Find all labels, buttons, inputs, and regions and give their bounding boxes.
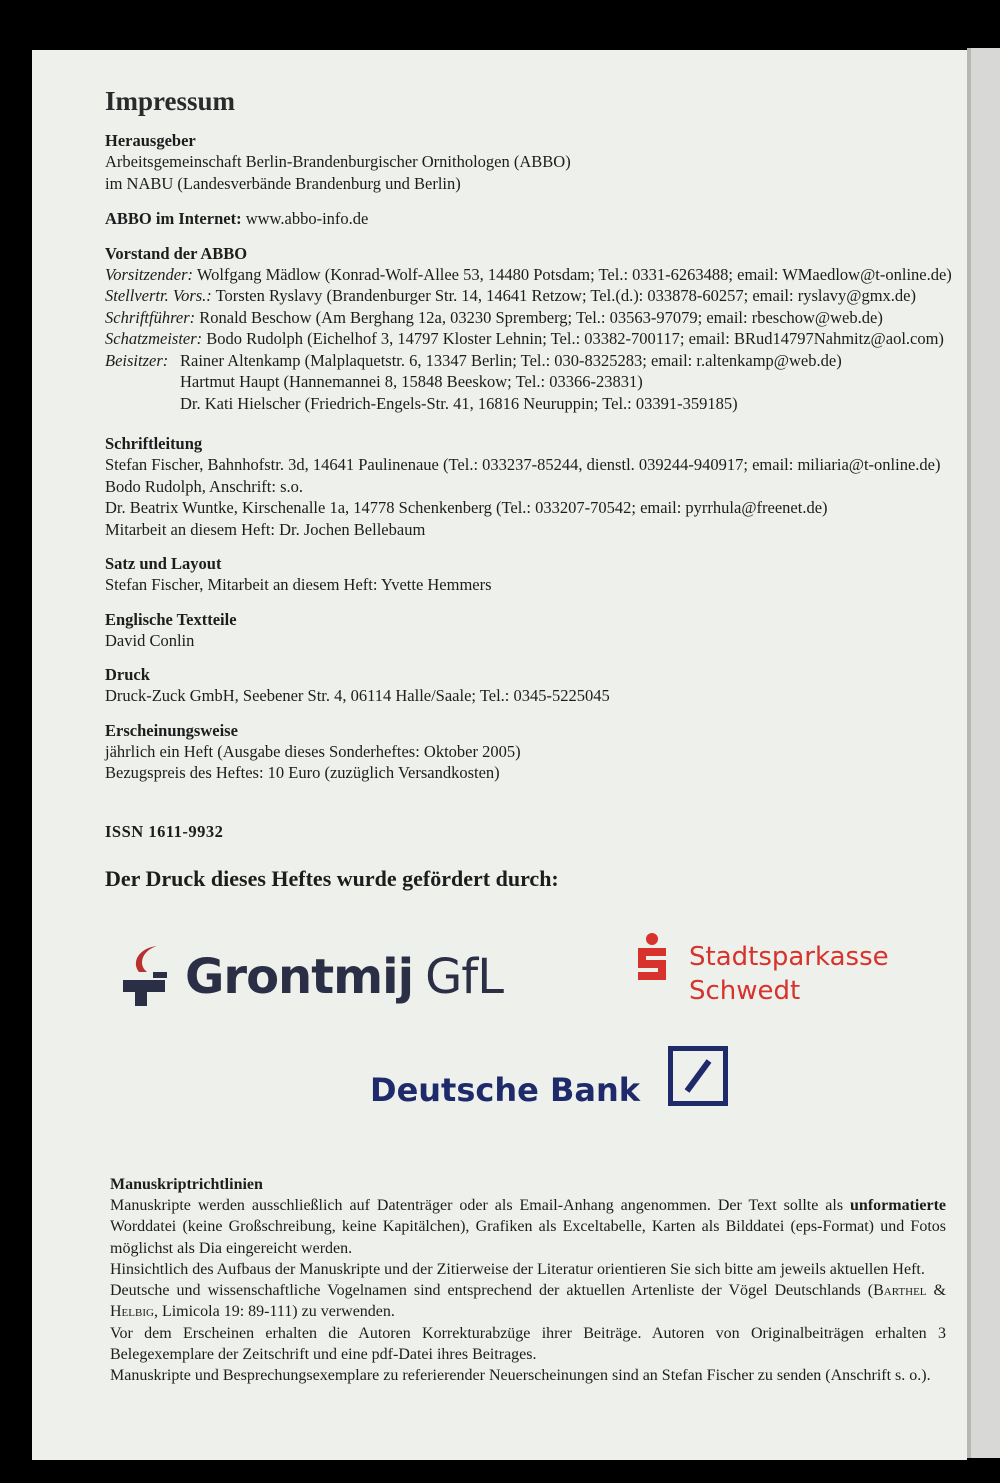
sparkasse-name	[689, 940, 889, 1008]
grontmij-emblem-icon	[117, 942, 175, 1012]
manuskript-paragraph: Manuskripte und Besprechungsexemplare zu referierender Neuerscheinungen sind an Stefan Fischer zu senden (Anschrift s. o.).	[110, 1367, 931, 1385]
herausgeber-line: im NABU (Landesverbände Brandenburg und Berlin)	[105, 173, 461, 193]
page-title: Impressum	[105, 86, 236, 116]
herausgeber-heading: Herausgeber	[105, 131, 196, 150]
manuskript-paragraph: Hinsichtlich des Aufbaus der Manuskripte und der Zitierweise der Literatur orientieren Sie sich bitte am jeweils aktuellen Heft.	[110, 1260, 925, 1278]
vorstand-row	[105, 328, 955, 350]
vorstand-section	[105, 244, 955, 415]
author-name: Helbig	[110, 1303, 154, 1321]
sparkasse-logo	[635, 932, 889, 1008]
deutsche-bank-wordmark: Deutsche Bank	[370, 1070, 641, 1109]
erscheinung-line: jährlich ein Heft (Ausgabe dieses Sonderheftes: Oktober 2005)	[105, 741, 521, 761]
manuskript-text: , Limicola 19: 89-111) zu verwenden.	[153, 1303, 395, 1321]
manuskript-text: Manuskripte werden ausschließlich auf Datenträger oder als Email-Anhang angenommen. Der Text sollte als	[110, 1197, 851, 1214]
role-label: Schatzmeister:	[105, 329, 203, 348]
issn: ISSN 1611-9932	[105, 821, 224, 841]
vorstand-row	[105, 307, 955, 329]
sparkasse-icon	[635, 932, 669, 984]
impressum	[105, 86, 955, 1122]
beisitzer-line: Dr. Kati Hielscher (Friedrich-Engels-Str. 41, 16816 Neuruppin; Tel.: 03391-359185)	[180, 393, 738, 413]
internet-link[interactable]: www.abbo-info.de	[241, 209, 369, 228]
page	[32, 50, 967, 1460]
page-edge-shadow	[967, 48, 971, 1458]
sparkasse-line1: Stadtsparkasse	[689, 941, 889, 972]
satz-heading: Satz und Layout	[105, 554, 222, 573]
schriftleitung-heading: Schriftleitung	[105, 434, 203, 453]
role-label: Schriftführer:	[105, 307, 196, 327]
beisitzer-line: Hartmut Haupt (Hannemannei 8, 15848 Beeskow; Tel.: 03366-23831)	[180, 372, 643, 391]
role-label: Beisitzer:	[105, 350, 169, 370]
satz-line: Stefan Fischer, Mitarbeit an diesem Heft: Yvette Hemmers	[105, 575, 492, 594]
author-name: Barthel	[873, 1282, 927, 1300]
role-label: Vorsitzender:	[105, 264, 193, 284]
role-text: Ronald Beschow (Am Berghang 12a, 03230 Spremberg; Tel.: 03563-97079; email: rbeschow@web.de)	[195, 307, 883, 327]
deutsche-bank-logo	[370, 1060, 728, 1120]
vorstand-row	[105, 350, 955, 372]
englisch-section	[105, 610, 955, 652]
manuskript-text: Deutsche und wissenschaftliche Vogelnamen sind entsprechend der aktuellen Artenliste der Vögel Deutschlands (	[110, 1282, 874, 1300]
herausgeber-section	[105, 131, 955, 194]
manuskript-emphasis: unformatierte	[850, 1197, 946, 1214]
role-text: Torsten Ryslavy (Brandenburger Str. 14, 14641 Retzow; Tel.(d.): 033878-60257; email: ryslavy@gmx.de)	[211, 286, 917, 305]
sponsor-logos	[105, 892, 955, 1122]
role-text: Wolfgang Mädlow (Konrad-Wolf-Allee 53, 14480 Potsdam; Tel.: 0331-6263488; email: WMaedlow@t-online.de)	[193, 264, 952, 284]
erscheinung-heading: Erscheinungsweise	[105, 720, 238, 740]
sponsor-heading: Der Druck dieses Heftes wurde gefördert durch:	[105, 865, 559, 891]
druck-line: Druck-Zuck GmbH, Seebener Str. 4, 06114 Halle/Saale; Tel.: 0345-5225045	[105, 686, 610, 705]
erscheinung-line: Bezugspreis des Heftes: 10 Euro (zuzüglich Versandkosten)	[105, 763, 500, 782]
role-text: Bodo Rudolph (Eichelhof 3, 14797 Kloster Lehnin; Tel.: 03382-700117; email: BRud14797Nahmitz@aol.com)	[202, 329, 944, 348]
grontmij-wordmark: Grontmij	[185, 948, 414, 1005]
manuskript-text: Worddatei (keine Großschreibung, keine Kapitälchen), Grafiken als Exceltabelle, Karten als Bilddatei (eps-Format) und Fotos möglichst als Dia eingereicht werden.	[110, 1218, 946, 1257]
internet-label: ABBO im Internet:	[105, 209, 242, 228]
schriftleitung-line: Mitarbeit an diesem Heft: Dr. Jochen Bellebaum	[105, 519, 426, 539]
englisch-line: David Conlin	[105, 630, 195, 650]
herausgeber-line: Arbeitsgemeinschaft Berlin-Brandenburgischer Ornithologen (ABBO)	[105, 152, 571, 171]
manuskript-paragraph: Vor dem Erscheinen erhalten die Autoren Korrekturabzüge ihrer Beiträge. Autoren von Originalbeiträgen erhalten 3 Belegexemplare der Zeitschrift und eine pdf-Datei ihres Beitrages.	[110, 1324, 946, 1364]
adjacent-page-edge	[967, 48, 1000, 1458]
erscheinung-section	[105, 721, 955, 784]
vorstand-heading: Vorstand der ABBO	[105, 243, 248, 263]
manuskript-paragraph	[110, 1195, 946, 1259]
deutsche-bank-slash-icon	[668, 1046, 728, 1106]
grontmij-logo	[117, 942, 503, 1012]
manuskript-paragraph	[110, 1280, 946, 1323]
vorstand-row	[105, 285, 955, 307]
englisch-heading: Englische Textteile	[105, 609, 237, 629]
manuskript-section	[110, 1175, 946, 1387]
role-text: Rainer Altenkamp (Malplaquetstr. 6, 13347 Berlin; Tel.: 030-8325283; email: r.altenkamp@web.de)	[180, 350, 842, 370]
schriftleitung-line: Dr. Beatrix Wuntke, Kirschenalle 1a, 14778 Schenkenberg (Tel.: 033207-70542; email: pyrrhula@freenet.de)	[105, 498, 828, 517]
schriftleitung-line: Stefan Fischer, Bahnhofstr. 3d, 14641 Paulinenaue (Tel.: 033237-85244, dienstl. 039244-940917; email: miliaria@t-online.de)	[105, 455, 941, 474]
manuskript-text: &	[926, 1282, 946, 1300]
schriftleitung-line: Bodo Rudolph, Anschrift: s.o.	[105, 476, 304, 496]
druck-heading: Druck	[105, 665, 150, 684]
role-label: Stellvertr. Vors.:	[105, 286, 212, 305]
sparkasse-line2: Schwedt	[689, 975, 801, 1006]
internet-line	[105, 208, 955, 230]
gfl-wordmark: GfL	[425, 948, 503, 1005]
manuskript-heading: Manuskriptrichtlinien	[110, 1176, 263, 1193]
schriftleitung-section	[105, 434, 955, 540]
vorstand-row	[105, 264, 955, 286]
druck-section	[105, 665, 955, 707]
satz-section	[105, 554, 955, 596]
